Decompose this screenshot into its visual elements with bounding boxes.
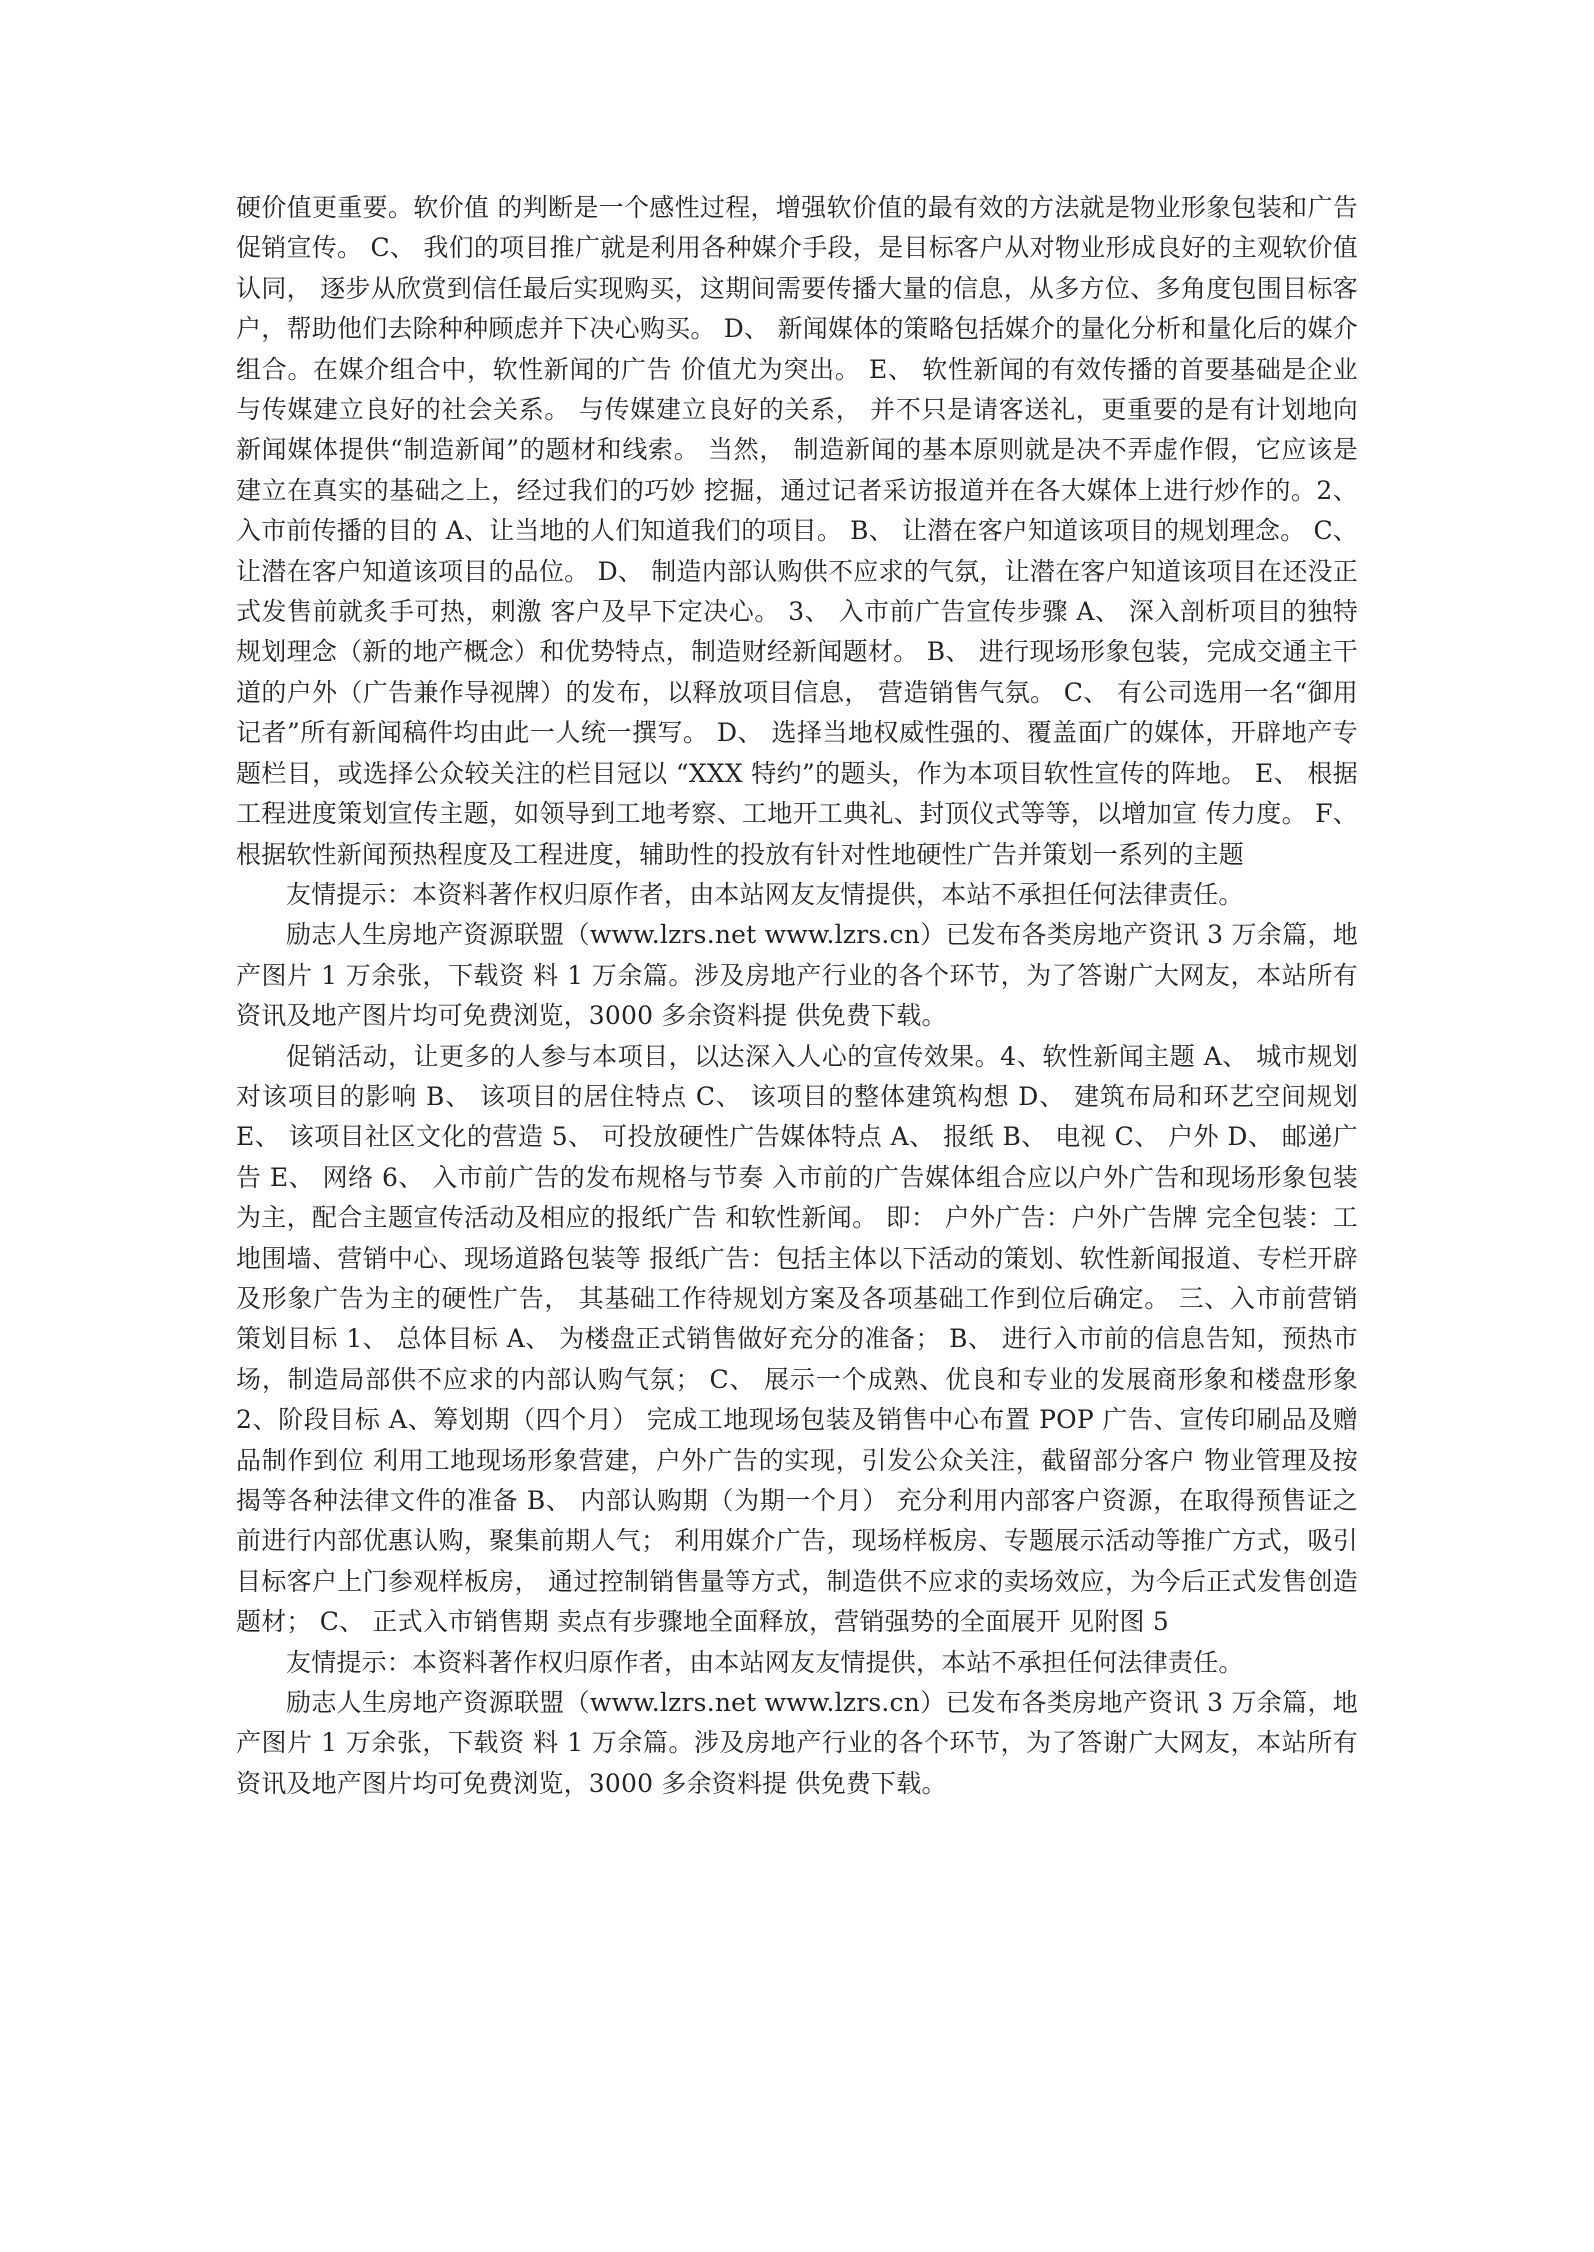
site-notice-paragraph-2: 励志人生房地产资源联盟（www.lzrs.net www.lzrs.cn）已发布各类房地产资讯 3 万余篇，地产图片 1 万余张，下载资 料 1 万余篇。涉及房地产行业的各个环节，为了答谢广大网友，本站所有资讯及地产图片均可免费浏览，3000 多余资料提 供免费下载。 [236,1688,1358,1798]
disclaimer-paragraph-2: 友情提示：本资料著作权归原作者，由本站网友友情提供，本站不承担任何法律责任。 [286,1647,1244,1677]
site-notice-paragraph-1: 励志人生房地产资源联盟（www.lzrs.net www.lzrs.cn）已发布各类房地产资讯 3 万余篇，地产图片 1 万余张，下载资 料 1 万余篇。涉及房地产行业的各个环节，为了答谢广大网友，本站所有资讯及地产图片均可免费浏览，3000 多余资料提 供免费下载。 [236,920,1358,1031]
body-paragraph-1: 硬价值更重要。软价值 的判断是一个感性过程，增强软价值的最有效的方法就是物业形象包装和广告促销宣传。 C、 我们的项目推广就是利用各种媒介手段，是目标客户从对物业形成良好的主观软价值认同， 逐步从欣赏到信任最后实现购买，这期间需要传播大量的信息，从多方位、多角度包围目标客 户，帮助他们去除种种顾虑并下决心购买。 D、 新闻媒体的策略包括媒介的量化分析和量化后的媒介组合。在媒介组合中，软性新闻的广告 价值尤为突出。 E、 软性新闻的有效传播的首要基础是企业与传媒建立良好的社会关系。 与传媒建立良好的关系， 并不只是请客送礼，更重要的是有计划地向新闻媒体提供“制造新闻”的题材和线索。 当然， 制造新闻的基本原则就是决不弄虚作假，它应该是建立在真实的基础之上，经过我们的巧妙 挖掘，通过记者采访报道并在各大媒体上进行炒作的。2、入市前传播的目的 A、让当地的人们知道我们的项目。 B、 让潜在客户知道该项目的规划理念。 C、 让潜在客户知道该项目的品位。 D、 制造内部认购供不应求的气氛，让潜在客户知道该项目在还没正式发售前就炙手可热，刺激 客户及早下定决心。 3、 入市前广告宣传步骤 A、 深入剖析项目的独特规划理念（新的地产概念）和优势特点，制造财经新闻题材。 B、 进行现场形象包装，完成交通主干道的户外（广告兼作导视牌）的发布，以释放项目信息， 营造销售气氛。 C、 有公司选用一名“御用记者”所有新闻稿件均由此一人统一撰写。 D、 选择当地权威性强的、覆盖面广的媒体，开辟地产专题栏目，或选择公众较关注的栏目冠以 “XXX 特约”的题头，作为本项目软性宣传的阵地。 E、 根据工程进度策划宣传主题，如领导到工地考察、工地开工典礼、封顶仪式等等，以增加宣 传力度。 F、 根据软性新闻预热程度及工程进度，辅助性的投放有针对性地硬性广告并策划一系列的主题 [236,193,1358,869]
body-paragraph-2: 促销活动，让更多的人参与本项目，以达深入人心的宣传效果。4、软性新闻主题 A、 城市规划对该项目的影响 B、 该项目的居住特点 C、 该项目的整体建筑构想 D、 建筑布局和环艺空间规划 E、 该项目社区文化的营造 5、 可投放硬性广告媒体特点 A、 报纸 B、 电视 C、 户外 D、 邮递广告 E、 网络 6、 入市前广告的发布规格与节奏 入市前的广告媒体组合应以户外广告和现场形象包装为主，配合主题宣传活动及相应的报纸广告 和软性新闻。 即： 户外广告：户外广告牌 完全包装：工地围墙、营销中心、现场道路包装等 报纸广告：包括主体以下活动的策划、软性新闻报道、专栏开辟及形象广告为主的硬性广告， 其基础工作待规划方案及各项基础工作到位后确定。 三、入市前营销策划目标 1、 总体目标 A、 为楼盘正式销售做好充分的准备； B、 进行入市前的信息告知，预热市场，制造局部供不应求的内部认购气氛； C、 展示一个成熟、优良和专业的发展商形象和楼盘形象 2、阶段目标 A、筹划期（四个月） 完成工地现场包装及销售中心布置 POP 广告、宣传印刷品及赠品制作到位 利用工地现场形象营建，户外广告的实现，引发公众关注，截留部分客户 物业管理及按揭等各种法律文件的准备 B、 内部认购期（为期一个月） 充分利用内部客户资源，在取得预售证之前进行内部优惠认购，聚集前期人气； 利用媒介广告，现场样板房、专题展示活动等推广方式，吸引目标客户上门参观样板房， 通过控制销售量等方式，制造供不应求的卖场效应，为今后正式发售创造题材； C、 正式入市销售期 卖点有步骤地全面释放，营销强势的全面展开 见附图 5 [236,1041,1358,1637]
disclaimer-paragraph-1: 友情提示：本资料著作权归原作者，由本站网友友情提供，本站不承担任何法律责任。 [286,879,1244,909]
document-body [236,188,1358,1804]
